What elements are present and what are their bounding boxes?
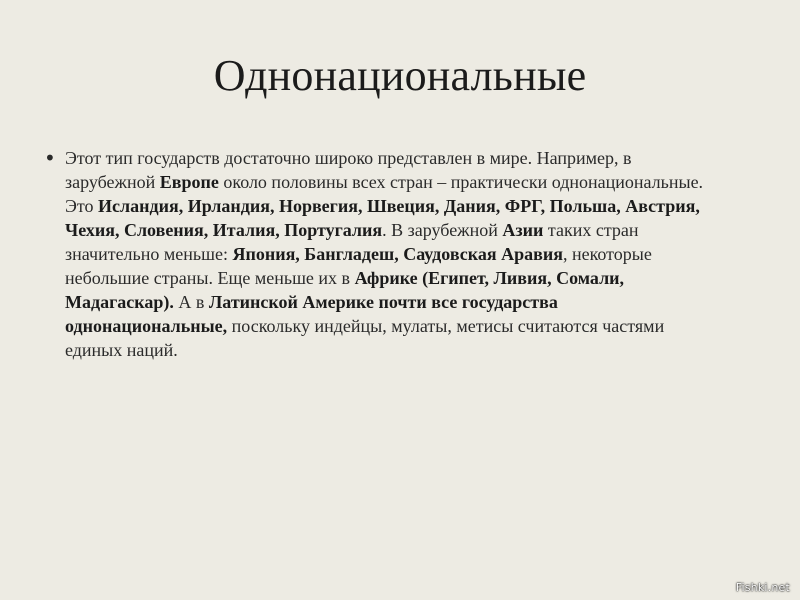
text-run-bold: Африке (Египет, Ливия, Сомали, Мадагаскар). [65,268,625,312]
text-run: таких стран значительно меньше: [65,220,639,264]
text-run-bold: Европе [159,172,219,192]
slide-title: Однонациональные [213,51,587,100]
slide-content [44,146,724,362]
text-run: А в [173,292,209,312]
text-run-bold: Исландия, Ирландия, Норвегия, Швеция, Дания, ФРГ, Польша, Австрия, Чехия, Словения, Италия, Португалия [65,196,700,240]
text-run: . В зарубежной [382,220,503,240]
text-run: поскольку индейцы, мулаты, метисы считаются частями единых наций. [65,316,665,360]
bullet-item [44,146,724,362]
text-run: , некоторые небольшие страны. Еще меньше их в [65,244,652,288]
watermark-logo: Fishki.net [735,581,790,594]
text-run: Этот тип государств достаточно широко представлен в мире. Например, в зарубежной [65,148,632,192]
bullet-dot-icon: • [44,146,56,170]
text-run-bold: Азии [502,220,544,240]
text-run: около половины всех стран – практически однонациональные. Это [65,172,704,216]
bullet-paragraph [65,146,724,362]
text-run-bold: Латинской Америке почти все государства однонациональные, [65,292,558,336]
text-run-bold: Япония, Бангладеш, Саудовская Аравия [232,244,563,264]
